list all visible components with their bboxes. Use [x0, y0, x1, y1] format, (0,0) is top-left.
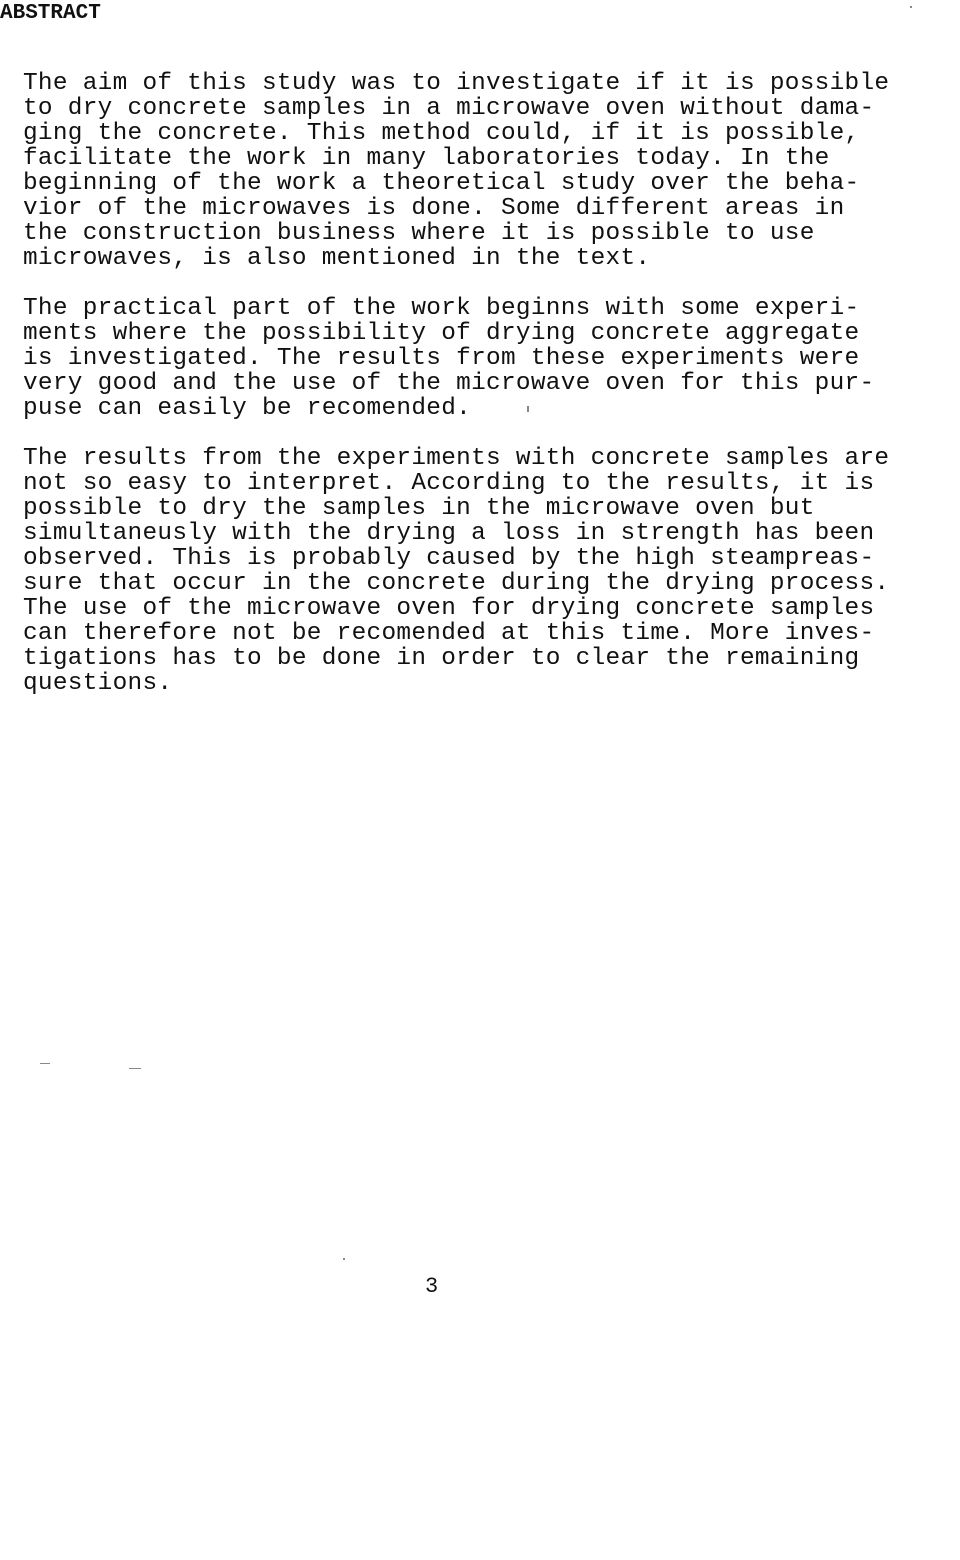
scan-speck: [343, 1258, 345, 1260]
text-line: is investigated. The results from these experiments were: [23, 345, 860, 372]
text-line: can therefore not be recomended at this time. More inves-: [23, 620, 875, 647]
scan-speck: [910, 6, 912, 8]
page-number: 3: [425, 1274, 439, 1299]
text-line: the construction business where it is possible to use: [23, 220, 815, 247]
text-line: The aim of this study was to investigate if it is possible: [23, 70, 890, 97]
text-line: possible to dry the samples in the microwave oven but: [23, 495, 815, 522]
text-line: observed. This is probably caused by the high steampreas-: [23, 545, 875, 572]
text-line: The results from the experiments with concrete samples are: [23, 445, 890, 472]
scan-speck: [129, 1068, 141, 1069]
text-line: simultaneusly with the drying a loss in strength has been: [23, 520, 875, 547]
text-line: ging the concrete. This method could, if it is possible,: [23, 120, 860, 147]
text-line: questions.: [23, 670, 173, 697]
text-line: ments where the possibility of drying concrete aggregate: [23, 320, 860, 347]
text-line: not so easy to interpret. According to the results, it is: [23, 470, 875, 497]
scan-speck: [527, 406, 529, 412]
abstract-heading: ABSTRACT: [0, 2, 101, 25]
text-line: The use of the microwave oven for drying concrete samples: [23, 595, 875, 622]
text-line: microwaves, is also mentioned in the text.: [23, 245, 651, 272]
abstract-paragraph-1: [23, 71, 889, 271]
text-line: very good and the use of the microwave oven for this pur-: [23, 370, 875, 397]
text-line: to dry concrete samples in a microwave oven without dama-: [23, 95, 875, 122]
text-line: puse can easily be recomended.: [23, 395, 472, 422]
text-line: The practical part of the work beginns with some experi-: [23, 295, 860, 322]
scan-speck: [40, 1063, 50, 1064]
text-line: vior of the microwaves is done. Some different areas in: [23, 195, 845, 222]
text-line: beginning of the work a theoretical study over the beha-: [23, 170, 860, 197]
abstract-paragraph-3: [23, 446, 889, 696]
text-line: sure that occur in the concrete during the drying process.: [23, 570, 890, 597]
text-line: facilitate the work in many laboratories today. In the: [23, 145, 830, 172]
abstract-paragraph-2: [23, 296, 874, 421]
text-line: tigations has to be done in order to clear the remaining: [23, 645, 860, 672]
